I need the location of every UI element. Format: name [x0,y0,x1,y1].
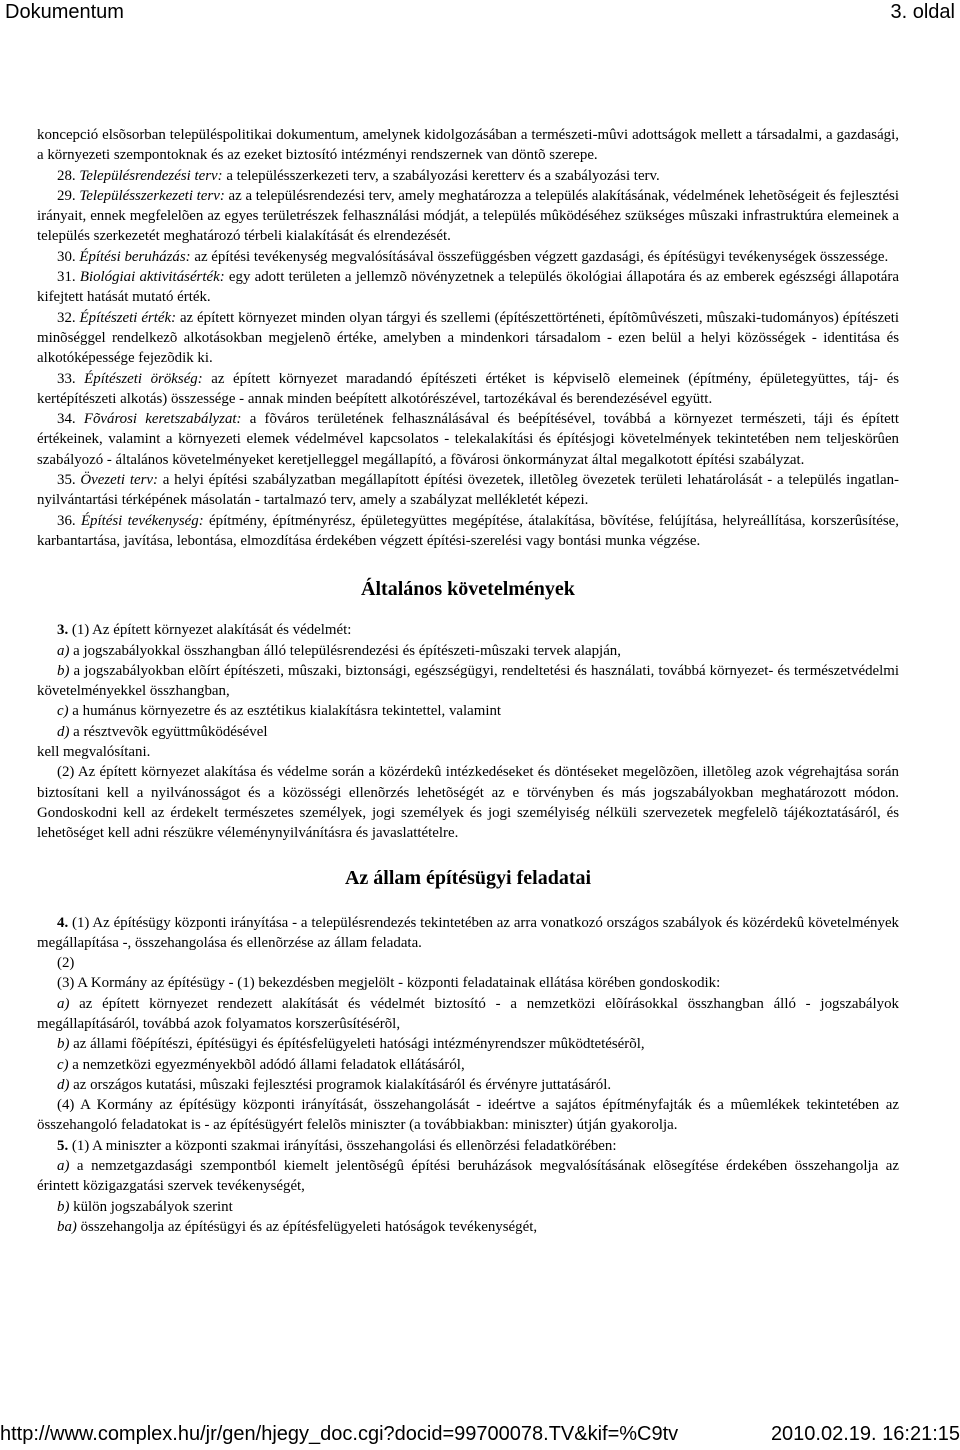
definition-28: 28. Településrendezési terv: a településszerkezeti terv, a szabályozási keretterv és a szabályozási terv. [57,167,660,184]
paragraph-4-1: 4. (1) Az építésügy központi irányítása - a településrendezés tekintetében az arra vonatkozó országos szabályok és közérdekû követelmények megállapítása -, összehangolása és ellenõrzése az állam feladata. [37,914,899,951]
section-heading-general-requirements: Általános követelmények [361,578,575,601]
list-closing: kell megvalósítani. [37,744,151,761]
paragraph-4-4: (4) A Kormány az építésügy központi irányítását, összehangolását - ideértve a sajátos építményfajták és a mûemlékek tekintetében az összehangoló feladatokat is - az építésügyért felelõs miniszter (a továbbiakban: miniszter) útján gyakorolja. [37,1097,899,1134]
paragraph-5-1: 5. (1) A miniszter a központi szakmai irányítási, összehangolási és ellenõrzési feladatkörében: [57,1137,617,1154]
definition-term: Építési tevékenység: [80,512,204,529]
document-title: Dokumentum [5,1,124,23]
print-timestamp: 2010.02.19. 16:21:15 [770,1423,960,1445]
list-item-a: a) a jogszabályokkal összhangban álló településrendezési és építészeti-mûszaki tervek alapján, [57,642,621,659]
section-number: 4. [57,914,69,931]
definition-term: Övezeti terv: [80,472,158,489]
document-body [37,125,899,1237]
definition-term: Építészeti örökség: [84,370,203,387]
definition-term: Biológiai aktivitásérték: [79,269,225,286]
list-item-b: b) a jogszabályokban elõírt építészeti, mûszaki, biztonsági, egészségügyi, rendeltetési és használati, továbbá környezet- és természetvédelmi követelményekkel összhangban, [37,662,899,700]
list-item-a: a) a nemzetgazdasági szempontból kiemelt jelentõségû építési beruházások megvalósításának elõsegítése érdekében összehangolja az érintett közigazgatási szervek tevékenységét, [37,1158,899,1195]
definition-term: Településszerkezeti terv: [79,187,225,204]
definition-27-continuation: koncepció elsõsorban településpolitikai dokumentum, amelynek kidolgozásában a természeti-mûvi adottságok mellett a társadalmi, a gazdasági, a környezeti szempontoknak és az ezeket biztosító intézményi rendszernek van döntõ szerepe. [37,127,899,164]
definition-33: 33. Építészeti örökség: az épített környezet maradandó építészeti értéket is képviselõ elemeinek (építmény, épületegyüttes, táj- és kertépítészeti alkotás) összessége - annak minden beépített alkotórészével, tartozékával és berendezésével együtt. [37,370,899,407]
paragraph-3-2: (2) Az épített környezet alakítása és védelme során a közérdekû intézkedéseket és döntéseket megelõzõen, illetõleg azok végrehajtása során biztosítani kell a nyilvánosságot és a közösségi ellenõrzés lehetõségét az e törvényben és más jogszabályokban meghatározott módon. Gondoskodni kell az érdekelt természetes személyek, jogi személyek és jogi személyiség nélküli szervezetek megfelelõ tájékoztatásáról, és lehetõséget kell adni részükre véleménynyilvánításra és javaslattételre. [37,764,899,842]
section-number: 3. [57,622,69,639]
definition-31: 31. Biológiai aktivitásérték: egy adott területen a jellemzõ növényzetnek a település ökológiai állapotára és az emberek egészségi állapotára kifejtett hatását mutató érték. [37,269,899,306]
list-item-b: b) külön jogszabályok szerint [57,1198,233,1215]
definition-35: 35. Övezeti terv: a helyi építési szabályzatban megállapított építési övezetek, illetõleg övezetek területi lehatárolását - a település ingatlan-nyilvántartási térképének másolatán - tartalmazó terv, amely a szabályzat mellékletét képezi. [37,472,899,509]
definition-30: 30. Építési beruházás: az építési tevékenység megvalósításával összefüggésben végzett gazdasági, és építésügyi tevékenységek összessége. [57,248,889,265]
definition-term: Településrendezési terv: [79,167,223,184]
section-number: 5. [57,1137,69,1154]
list-item-d: d) a résztvevõk együttmûködésével [57,723,268,740]
definition-32: 32. Építészeti érték: az épített környezet minden olyan tárgyi és szellemi (építészettörténeti, építõmûvészeti, mûszaki-tudományos) építészeti minõséggel rendelkezõ alkotásokban megjelenõ értéke, amelyben a mindenkori társadalom - ezen belül a helyi közösségek - identitása és alkotóképessége fejezõdik ki. [37,309,899,367]
definition-29: 29. Településszerkezeti terv: az a településrendezési terv, amely meghatározza a település alakításának, védelmének lehetõségeit és fejlesztési irányait, ennek megfelelõen az egyes területrészek felhasználási módját, a település mûködéséhez szükséges mûszaki infrastruktúra elemeinek a település szerkezetét meghatározó térbeli kialakítását és elrendezését. [37,187,899,245]
definition-term: Fõvárosi keretszabályzat: [83,411,242,428]
list-item-b: b) az állami fõépítészi, építésügyi és építésfelügyeleti hatósági intézményrendszer mûködtetésérõl, [57,1036,645,1053]
definition-36: 36. Építési tevékenység: építmény, építményrész, épületegyüttes megépítése, átalakítása, bõvítése, felújítása, helyreállítása, korszerûsítése, karbantartása, javítása, lebontása, elmozdítása érdekében végzett építési-szerelési vagy bontási munka végzése. [37,512,899,549]
list-item-a: a) az épített környezet rendezett alakítását és védelmét biztosító - a nemzetközi elõírásokkal összhangban álló - jogszabályok megállapításáról, továbbá azok folyamatos korszerûsítésérõl, [37,995,899,1032]
definition-term: Építési beruházás: [79,248,191,265]
list-item-ba: ba) összehangolja az építésügyi és az építésfelügyeleti hatóságok tevékenységét, [57,1218,538,1235]
paragraph-4-2: (2) [57,955,75,972]
list-item-c: c) a humánus környezetre és az esztétikus kialakításra tekintettel, valamint [57,703,502,720]
section-heading-state-tasks: Az állam építésügyi feladatai [344,866,592,889]
page-number: 3. oldal [890,1,955,23]
paragraph-4-3: (3) A Kormány az építésügy - (1) bekezdésben megjelölt - központi feladatainak ellátása körében gondoskodik: [57,975,721,992]
list-item-c: c) a nemzetközi egyezményekbõl adódó állami feladatok ellátásáról, [57,1056,465,1073]
paragraph-3-1: 3. (1) Az épített környezet alakítását és védelmét: [57,622,352,639]
list-item-d: d) az országos kutatási, mûszaki fejlesztési programok kialakításáról és érvényre juttatásáról. [57,1076,612,1093]
source-url: http://www.complex.hu/jr/gen/hjegy_doc.cgi?docid=99700078.TV&kif=%C9tv [0,1423,679,1445]
definition-term: Építészeti érték: [79,309,177,326]
definition-34: 34. Fõvárosi keretszabályzat: a fõváros területének felhasználásával és beépítésével, továbbá a környezet természeti, táji és épített értékeinek, valamint a környezeti elemek védelmével kapcsolatos - telekalakítási és építésjogi követelmények tekintetében nem teljeskörûen szabályozó - általános követelményeket keretjelleggel megállapító, a fõvárosi önkormányzat által megalkotott építési szabályzat. [37,411,899,468]
